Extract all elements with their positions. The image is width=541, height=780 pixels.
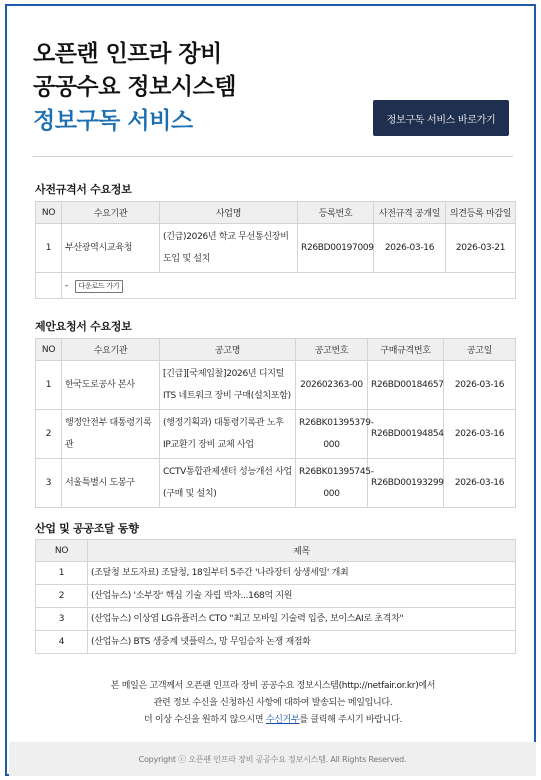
row-date: 2026-03-16 <box>444 410 516 459</box>
news-section-title: 산업 및 공공조달 동향 <box>35 522 139 535</box>
row-name: (긴급)2026년 학교 무선통신장비 도입 및 설치 <box>160 224 298 273</box>
row-name: [긴급][국제입찰]2026년 디지털 ITS 네트워크 장비 구매(설치포함) <box>160 361 296 410</box>
table-row <box>36 224 516 273</box>
title-line-2: 공공수요 정보시스템 <box>33 74 236 100</box>
spec-table-header <box>36 202 516 224</box>
col-date: 공고일 <box>444 339 516 361</box>
col-no: NO <box>36 540 88 562</box>
row-close: 2026-03-21 <box>446 224 516 273</box>
row-name: (행정기획과) 대통령기록관 노후 IP교환기 장비 교체 사업 <box>160 410 296 459</box>
row-no: 3 <box>36 459 62 508</box>
col-close: 의견등록 마감일 <box>446 202 516 224</box>
download-button[interactable]: 다운로드 가기 <box>75 280 124 293</box>
row-spec: R26BD00193299 <box>368 459 444 508</box>
download-dash: - <box>65 280 68 291</box>
row-reg: R26BD00197009 <box>298 224 374 273</box>
go-subscription-button[interactable]: 정보구독 서비스 바로가기 <box>373 100 509 136</box>
table-row <box>36 361 516 410</box>
col-no: NO <box>36 202 62 224</box>
row-no: 1 <box>36 224 62 273</box>
col-open: 사전규격 공개일 <box>374 202 446 224</box>
row-no: 3 <box>36 608 88 631</box>
row-no: 4 <box>36 631 88 654</box>
row-org: 한국도로공사 본사 <box>62 361 160 410</box>
proposal-table <box>35 338 516 508</box>
title-line-3: 정보구독 서비스 <box>33 108 193 134</box>
row-org: 서울특별시 도봉구 <box>62 459 160 508</box>
col-name: 공고명 <box>160 339 296 361</box>
spec-table <box>35 201 516 299</box>
footer-line-3: 더 이상 수신을 원하지 않으시면 수신거부를 클릭해 주시기 바랍니다. <box>143 715 403 725</box>
header-divider <box>33 156 513 157</box>
footer-line-2: 관련 정보 수신을 신청하신 사항에 대하여 발송되는 메일입니다. <box>153 698 393 708</box>
unsubscribe-link[interactable]: 수신거부 <box>265 715 300 725</box>
col-no: NO <box>36 339 62 361</box>
row-no: 2 <box>36 410 62 459</box>
col-num: 공고번호 <box>296 339 368 361</box>
row-num: 202602363-00 <box>296 361 368 410</box>
row-num: R26BK01395745-000 <box>296 459 368 508</box>
row-name: CCTV통합관제센터 성능개선 사업(구매 및 설치) <box>160 459 296 508</box>
proposal-section-title: 제안요청서 수요정보 <box>35 320 132 333</box>
col-name: 사업명 <box>160 202 298 224</box>
col-spec: 구매규격번호 <box>368 339 444 361</box>
table-row <box>36 608 516 631</box>
table-row <box>36 631 516 654</box>
row-spec: R26BD00194854 <box>368 410 444 459</box>
spec-section-title: 사전규격서 수요정보 <box>35 183 132 196</box>
row-no: 1 <box>36 562 88 585</box>
row-num: R26BK01395379-000 <box>296 410 368 459</box>
row-org: 부산광역시교육청 <box>62 224 160 273</box>
table-row <box>36 459 516 508</box>
row-date: 2026-03-16 <box>444 459 516 508</box>
title-line-1: 오픈랜 인프라 장비 <box>33 41 222 67</box>
table-row <box>36 562 516 585</box>
news-table <box>35 539 516 654</box>
footer-note <box>33 678 513 729</box>
email-frame <box>5 4 536 776</box>
row-date: 2026-03-16 <box>444 361 516 410</box>
news-link[interactable]: (산업뉴스) '소부장' 핵심 기술 자립 박차...168억 지원 <box>88 585 516 608</box>
copyright: Copyright ⓒ 오픈랜 인프라 장비 공공수요 정보시스템. All Rights Reserved. <box>9 742 536 776</box>
news-link[interactable]: (산업뉴스) BTS 생중계 넷플릭스, 망 무임승차 논쟁 재점화 <box>88 631 516 654</box>
col-title: 제목 <box>88 540 516 562</box>
col-org: 수요기관 <box>62 202 160 224</box>
row-org: 행정안전부 대통령기록관 <box>62 410 160 459</box>
proposal-table-header <box>36 339 516 361</box>
footer-line-1: 본 메일은 고객께서 오픈랜 인프라 장비 공공수요 정보시스템(http://netfair.or.kr)에서 <box>110 681 436 691</box>
col-org: 수요기관 <box>62 339 160 361</box>
table-row <box>36 585 516 608</box>
download-row <box>36 273 516 299</box>
row-open: 2026-03-16 <box>374 224 446 273</box>
news-table-header <box>36 540 516 562</box>
table-row <box>36 410 516 459</box>
col-reg: 등록번호 <box>298 202 374 224</box>
news-link[interactable]: (산업뉴스) 이상엽 LG유플러스 CTO "최고 모바일 기술력 입증, 보이스AI로 초격차" <box>88 608 516 631</box>
news-link[interactable]: (조달청 보도자료) 조달청, 18일부터 5주간 '나라장터 상생세일' 개최 <box>88 562 516 585</box>
row-spec: R26BD00184657 <box>368 361 444 410</box>
row-no: 2 <box>36 585 88 608</box>
row-no: 1 <box>36 361 62 410</box>
